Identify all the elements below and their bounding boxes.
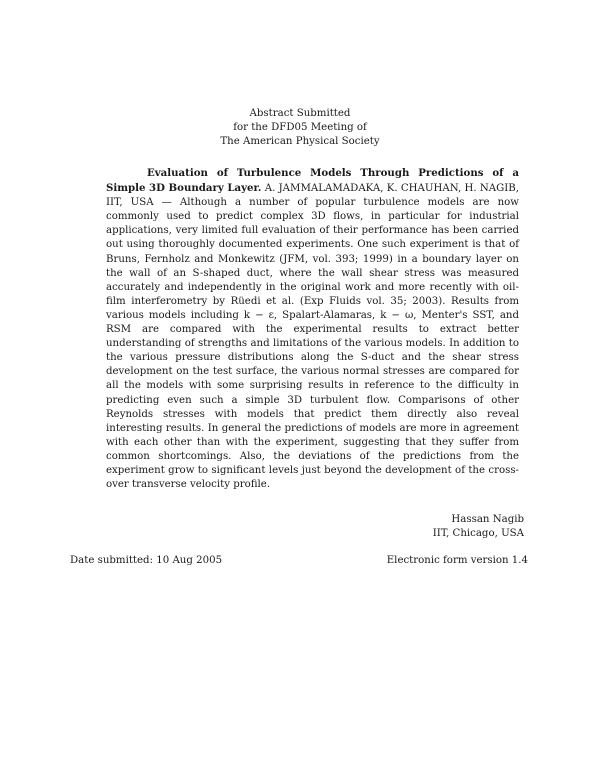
date-submitted: Date submitted: 10 Aug 2005 bbox=[70, 555, 223, 566]
header-line-abstract-submitted: Abstract Submitted bbox=[249, 108, 351, 119]
abstract-paragraph bbox=[106, 166, 519, 492]
abstract-title: Evaluation of Turbulence Models Through Predictions of a Simple 3D Boundary Layer. bbox=[106, 167, 519, 195]
abstract-authors: A. JAMMALAMADAKA, K. CHAUHAN, H. NAGIB, IIT, USA — bbox=[106, 183, 519, 209]
header-line-society: The American Physical Society bbox=[220, 136, 380, 147]
abstract-body: Although a number of popular turbulence models are now commonly used to predict complex 3D flows, in particular for industrial applications, very limited full evaluation of their performance has been carried out using thoroughly documented experiments. One such experiment is that of Bruns, Fernholz and Monkewitz (JFM, vol. 393; 1999) in a boundary layer on the wall of an S-shaped duct, where the wall shear stress was measured accurately and independently in the original work and more recently with oil-film interferometry by Rüedi et al. (Exp Fluids vol. 35; 2003). Results from various models including k − ε, Spalart-Alamaras, k − ω, Menter's SST, and RSM are compared with the experimental results to extract better understanding of strengths and limitations of the various models. In addition to the various pressure distributions along the S-duct and the shear stress development on the test surface, the various normal stresses are compared for all the models with some surprising results in reference to the difficulty in predicting even such a simple 3D turbulent flow. Comparisons of other Reynolds stresses with models that predict them directly also reveal interesting results. In general the predictions of models are more in agreement with each other than with the experiment, suggesting that they suffer from common shortcomings. Also, the deviations of the predictions from the experiment grow to significant levels just beyond the development of the cross-over transverse velocity profile. bbox=[106, 197, 519, 491]
signature-affiliation: IIT, Chicago, USA bbox=[432, 528, 524, 539]
abstract-block bbox=[106, 166, 519, 492]
submission-header bbox=[0, 107, 600, 149]
signature-block bbox=[433, 513, 524, 541]
form-version: Electronic form version 1.4 bbox=[386, 555, 528, 566]
header-line-meeting: for the DFD05 Meeting of bbox=[233, 122, 367, 133]
signature-name: Hassan Nagib bbox=[451, 514, 524, 525]
